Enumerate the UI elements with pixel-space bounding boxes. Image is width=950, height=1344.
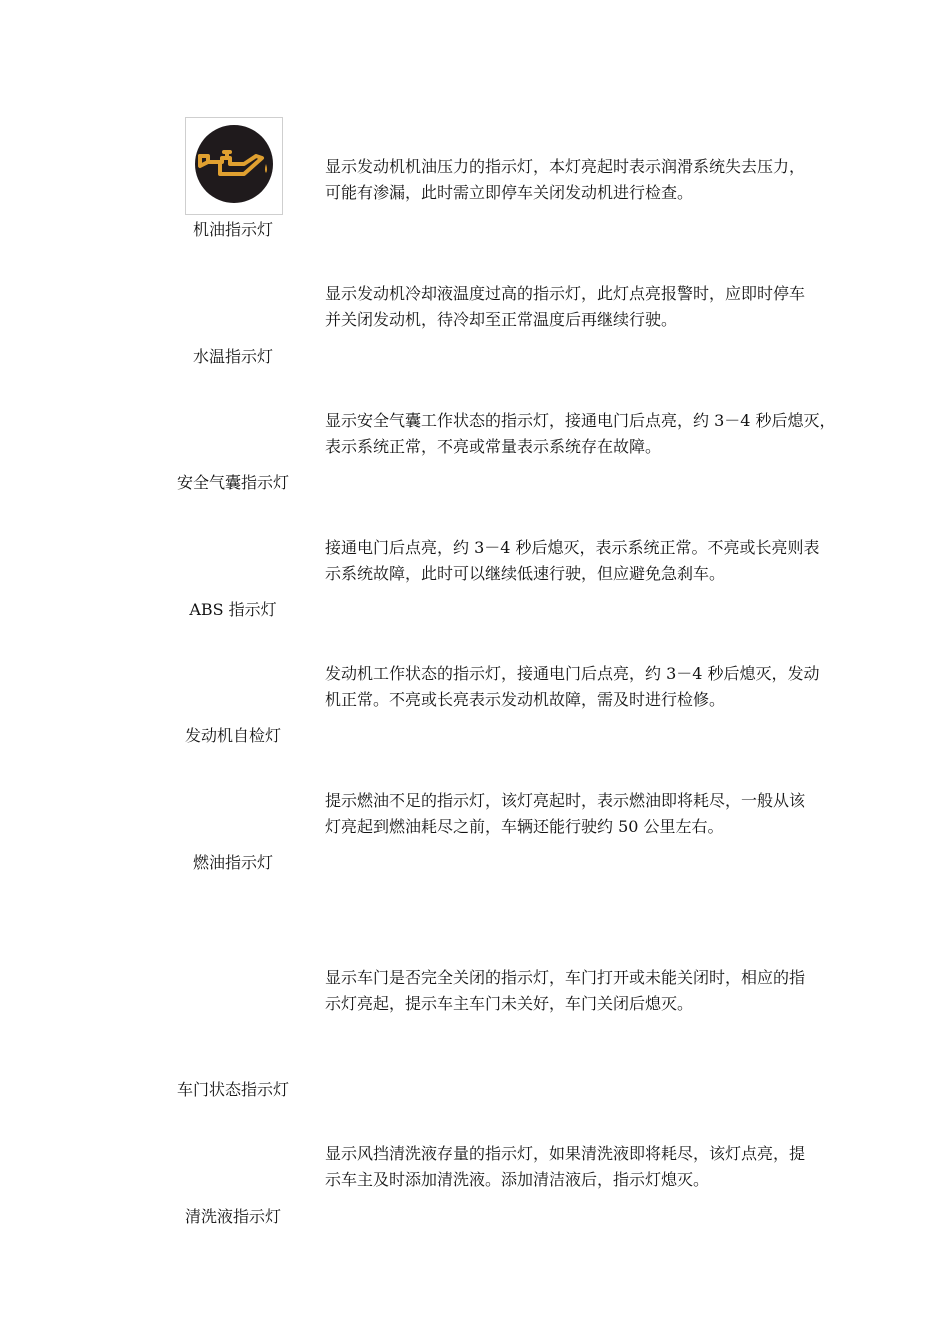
label-abs: ABS 指示灯 xyxy=(189,600,277,619)
desc-washer-fluid-line-1: 显示风挡清洗液存量的指示灯，如果清洗液即将耗尽，该灯点亮，提 xyxy=(325,1144,806,1163)
desc-oil xyxy=(325,154,865,206)
desc-airbag xyxy=(325,408,865,460)
label-oil: 机油指示灯 xyxy=(192,220,273,239)
desc-airbag-line-2: 表示系统正常，不亮或常量表示系统存在故障。 xyxy=(325,437,662,456)
desc-water-temp-line-2: 并关闭发动机，待冷却至正常温度后再继续行驶。 xyxy=(325,310,678,329)
desc-fuel-line-1: 提示燃油不足的指示灯，该灯亮起时，表示燃油即将耗尽，一般从该 xyxy=(325,791,806,810)
desc-engine-check-line-1: 发动机工作状态的指示灯，接通电门后点亮，约 3－4 秒后熄灭，发动 xyxy=(325,664,820,683)
desc-airbag-line-1: 显示安全气囊工作状态的指示灯，接通电门后点亮，约 3－4 秒后熄灭， xyxy=(325,411,836,430)
desc-door xyxy=(325,965,865,1017)
desc-abs-line-2: 示系统故障，此时可以继续低速行驶，但应避免急刹车。 xyxy=(325,564,726,583)
label-door: 车门状态指示灯 xyxy=(176,1080,289,1099)
desc-washer-fluid-line-2: 示车主及时添加清洗液。添加清洁液后，指示灯熄灭。 xyxy=(325,1170,710,1189)
desc-abs-line-1: 接通电门后点亮，约 3－4 秒后熄灭，表示系统正常。不亮或长亮则表 xyxy=(325,538,820,557)
desc-abs xyxy=(325,535,865,587)
desc-engine-check xyxy=(325,661,865,713)
desc-water-temp xyxy=(325,281,865,333)
label-washer-fluid: 清洗液指示灯 xyxy=(184,1207,281,1226)
desc-water-temp-line-1: 显示发动机冷却液温度过高的指示灯，此灯点亮报警时，应即时停车 xyxy=(325,284,806,303)
label-engine-check: 发动机自检灯 xyxy=(184,726,281,745)
label-fuel: 燃油指示灯 xyxy=(192,853,273,872)
label-water-temp: 水温指示灯 xyxy=(192,347,273,366)
oil-pressure-icon-frame xyxy=(185,117,283,215)
desc-door-line-2: 示灯亮起，提示车主车门未关好，车门关闭后熄灭。 xyxy=(325,994,694,1013)
label-airbag: 安全气囊指示灯 xyxy=(176,473,289,492)
desc-door-line-1: 显示车门是否完全关闭的指示灯，车门打开或未能关闭时，相应的指 xyxy=(325,968,806,987)
desc-oil-line-1: 显示发动机机油压力的指示灯，本灯亮起时表示润滑系统失去压力， xyxy=(325,157,806,176)
desc-fuel xyxy=(325,788,865,840)
desc-oil-line-2: 可能有渗漏，此时需立即停车关闭发动机进行检查。 xyxy=(325,183,694,202)
desc-washer-fluid xyxy=(325,1141,865,1193)
oil-can-icon xyxy=(186,118,282,214)
desc-fuel-line-2: 灯亮起到燃油耗尽之前，车辆还能行驶约 50 公里左右。 xyxy=(325,817,724,836)
desc-engine-check-line-2: 机正常。不亮或长亮表示发动机故障，需及时进行检修。 xyxy=(325,690,726,709)
